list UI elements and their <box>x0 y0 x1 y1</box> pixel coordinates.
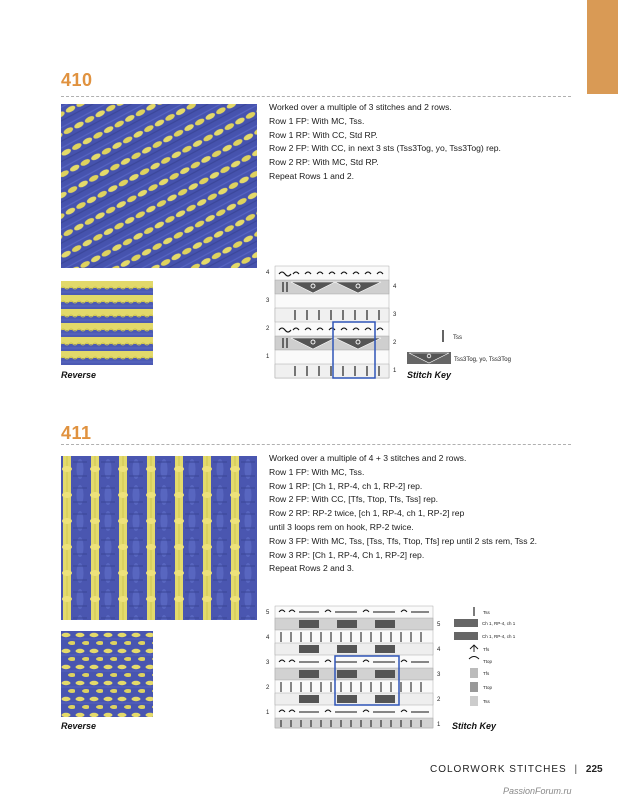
key-label: Tfs <box>483 671 490 676</box>
footer-separator: | <box>574 764 579 775</box>
row-number-left: 1 <box>266 710 270 716</box>
row-number-right: 3 <box>393 312 397 318</box>
section-title: COLORWORK STITCHES <box>430 764 567 775</box>
key-label: Tss <box>483 610 490 615</box>
instruction-line: Row 1 FP: With MC, Tss. <box>269 115 365 126</box>
instruction-line: Row 1 FP: With MC, Tss. <box>269 466 365 477</box>
row-number-left: 2 <box>266 685 270 691</box>
row-number-right: 2 <box>393 340 397 346</box>
row-number-right: 1 <box>393 368 397 374</box>
ttop-icon <box>469 657 479 660</box>
swatch-photo-411-front <box>61 456 257 620</box>
reverse-caption-410: Reverse <box>61 370 97 380</box>
row-number-right: 2 <box>437 697 441 703</box>
row-number-left: 4 <box>266 270 270 276</box>
stitch-key-caption-410: Stitch Key <box>407 370 452 380</box>
row-number-right: 3 <box>437 672 441 678</box>
ttop-shaded-icon <box>470 682 478 692</box>
key-label: Ch 1, RP-4, ch 1 <box>482 621 516 626</box>
instruction-line: Row 2 FP: With CC, in next 3 sts (Tss3Tog, yo, Tss3Tog) rep. <box>269 143 501 154</box>
row-number-right: 4 <box>393 284 397 290</box>
key-label: Tss <box>453 335 462 341</box>
instruction-line: Repeat Rows 1 and 2. <box>269 170 355 181</box>
tfs-shaded-icon <box>470 668 478 678</box>
instruction-line: Row 3 RP: [Ch 1, RP-4, Ch 1, RP-2] rep. <box>269 549 425 560</box>
row-number-left: 2 <box>266 326 270 332</box>
stitch-chart-410 <box>265 262 405 382</box>
instruction-line: Row 1 RP: [Ch 1, RP-4, ch 1, RP-2] rep. <box>269 480 423 491</box>
instruction-line: Row 2 RP: With MC, Std RP. <box>269 157 379 168</box>
instruction-line: Row 2 FP: With CC, [Tfs, Ttop, Tfs, Tss] rep. <box>269 494 439 505</box>
stitch-number-410: 410 <box>61 70 93 90</box>
row-number-left: 3 <box>266 298 270 304</box>
instruction-line: until 3 loops rem on hook, RP-2 twice. <box>269 521 414 532</box>
key-label: Tfs <box>483 647 490 652</box>
row-number-right: 4 <box>437 647 441 653</box>
stitch-key-411 <box>452 604 522 720</box>
reverse-caption-411: Reverse <box>61 721 97 731</box>
row-number-left: 1 <box>266 354 270 360</box>
row-number-right: 5 <box>437 622 441 628</box>
stitch-chart-411 <box>265 602 445 732</box>
page-number: 225 <box>585 764 603 775</box>
stitch-key-410 <box>405 325 545 375</box>
key-label: Ttop <box>483 685 493 690</box>
key-label: Ttop <box>483 659 493 664</box>
section-divider <box>61 444 571 445</box>
swatch-photo-410-reverse <box>61 281 153 365</box>
instruction-line: Row 1 RP: With CC, Std RP. <box>269 129 378 140</box>
swatch-photo-410-front <box>61 104 257 268</box>
instruction-line: Row 2 RP: RP-2 twice, [ch 1, RP-4, ch 1, RP-2] rep <box>269 508 465 519</box>
instruction-line: Worked over a multiple of 4 + 3 stitches and 2 rows. <box>269 453 467 463</box>
row-number-left: 3 <box>266 660 270 666</box>
instruction-line: Worked over a multiple of 3 stitches and 2 rows. <box>269 102 452 112</box>
watermark: PassionForum.ru <box>503 786 572 796</box>
row-number-left: 4 <box>266 635 270 641</box>
key-label: Tss3Tog, yo, Tss3Tog <box>454 357 511 363</box>
instruction-line: Row 3 FP: With MC, Tss, [Tss, Tfs, Ttop, Tfs] rep until 2 sts rem, Tss 2. <box>269 535 538 546</box>
chain-rp4-icon <box>454 619 478 627</box>
key-label: Tss <box>483 699 490 704</box>
swatch-photo-411-reverse <box>61 631 153 717</box>
tss-shaded-icon <box>470 696 478 706</box>
row-number-left: 5 <box>266 610 270 616</box>
stitch-number-411: 411 <box>61 423 92 443</box>
instructions-410 <box>269 101 501 184</box>
chain-rp4-icon <box>454 632 478 640</box>
row-number-right: 1 <box>437 722 441 728</box>
tfs-icon <box>470 645 478 652</box>
key-label: Ch 1, RP-4, ch 1 <box>482 634 516 639</box>
instruction-line: Repeat Rows 2 and 3. <box>269 563 355 574</box>
page-footer <box>430 764 603 775</box>
section-divider <box>61 96 571 97</box>
stitch-key-caption-411: Stitch Key <box>452 721 497 731</box>
instructions-411 <box>269 452 537 576</box>
chapter-tab <box>587 0 618 94</box>
